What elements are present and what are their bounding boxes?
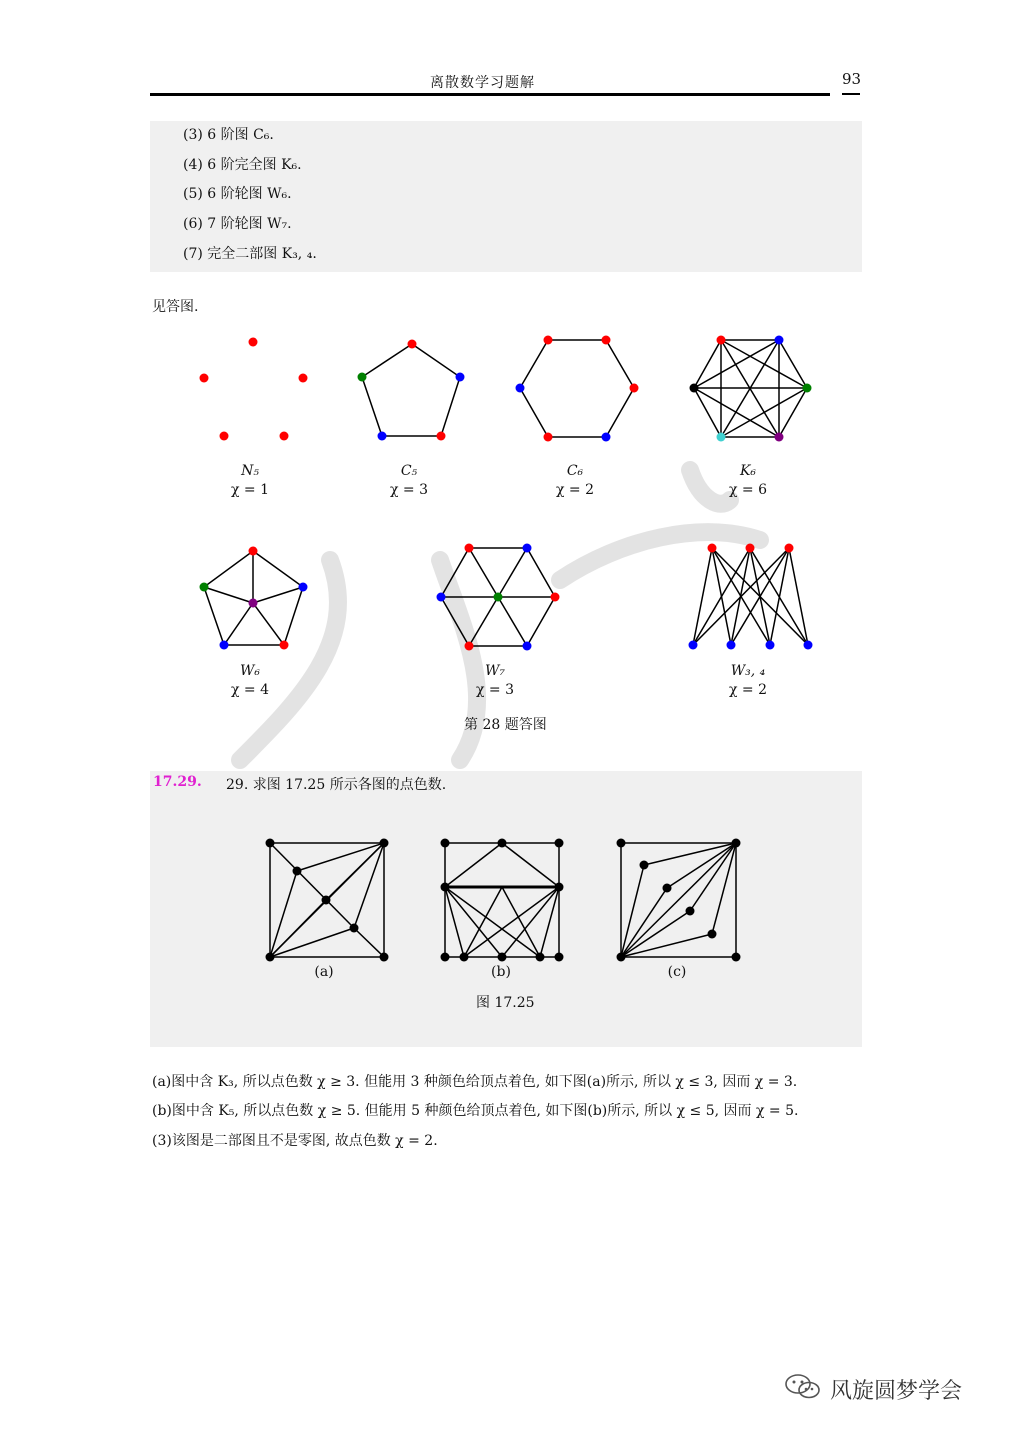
vertex xyxy=(689,641,698,650)
question-text: 29. 求图 17.25 所示各图的点色数. xyxy=(226,777,447,793)
vertex xyxy=(516,384,525,393)
vertex xyxy=(617,839,626,848)
vertex xyxy=(717,433,726,442)
graph-label-k6: K₆ χ = 6 xyxy=(728,463,768,498)
graph-c6 xyxy=(516,336,639,442)
vertex xyxy=(555,839,564,848)
vertex xyxy=(437,432,446,441)
vertex xyxy=(465,642,474,651)
vertex xyxy=(690,384,699,393)
vertex xyxy=(746,544,755,553)
graph-b xyxy=(441,839,564,962)
vertex xyxy=(460,953,469,962)
vertex xyxy=(220,641,229,650)
vertex xyxy=(380,839,389,848)
problem-item: (4) 6 阶完全图 K₆. xyxy=(183,157,302,173)
wechat-logo-icon xyxy=(784,1372,824,1402)
vertex xyxy=(322,896,331,905)
vertex xyxy=(498,953,507,962)
problem-item: (5) 6 阶轮图 W₆. xyxy=(183,186,292,202)
vertex xyxy=(785,544,794,553)
answer-c: (3)该图是二部图且不是零图, 故点色数 χ = 2. xyxy=(152,1133,438,1149)
vertex xyxy=(266,839,275,848)
vertex xyxy=(602,336,611,345)
vertex xyxy=(523,544,532,553)
answer-b: (b)图中含 K₅, 所以点色数 χ ≥ 5. 但能用 5 种颜色给顶点着色, 如下图(b)所示, 所以 χ ≤ 5, 因而 χ = 5. xyxy=(152,1103,799,1119)
sub-label-c: (c) xyxy=(667,964,687,980)
vertex xyxy=(523,642,532,651)
vertex xyxy=(498,839,507,848)
sub-label-a: (a) xyxy=(314,964,334,980)
vertex xyxy=(441,953,450,962)
graph-c xyxy=(617,839,741,962)
vertex xyxy=(630,384,639,393)
vertex xyxy=(200,374,209,383)
vertex xyxy=(280,432,289,441)
vertex xyxy=(266,953,275,962)
graph-label-c6: C₆ χ = 2 xyxy=(555,463,595,498)
graph-label-n5: N₅ χ = 1 xyxy=(230,463,270,498)
figure-name: 图 17.25 xyxy=(476,995,535,1011)
vertex xyxy=(456,373,465,382)
graph-w7 xyxy=(437,544,560,651)
vertex xyxy=(536,953,545,962)
vertex xyxy=(441,883,450,892)
vertex xyxy=(766,641,775,650)
answer-intro: 见答图. xyxy=(152,299,199,315)
graph-label-k34: W₃, ₄ χ = 2 xyxy=(728,663,768,698)
vertex xyxy=(804,641,813,650)
vertex xyxy=(544,336,553,345)
vertex xyxy=(200,583,209,592)
vertex xyxy=(717,336,726,345)
vertex xyxy=(602,433,611,442)
cycle-edges xyxy=(520,340,634,437)
vertex xyxy=(299,583,308,592)
vertex xyxy=(358,373,367,382)
graph-n5 xyxy=(200,338,308,441)
question-number: 17.29. xyxy=(153,774,202,790)
graph-k34 xyxy=(689,544,813,650)
vertex xyxy=(299,374,308,383)
vertex xyxy=(437,593,446,602)
vertex xyxy=(555,883,564,892)
vertex xyxy=(551,593,560,602)
vertex xyxy=(775,336,784,345)
vertex xyxy=(732,839,741,848)
graph-label-c5: C₅ χ = 3 xyxy=(389,463,429,498)
vertex xyxy=(803,384,812,393)
vertex xyxy=(708,930,717,939)
vertex xyxy=(727,641,736,650)
vertex xyxy=(280,641,289,650)
vertex xyxy=(732,953,741,962)
vertex xyxy=(249,338,258,347)
cycle-edges xyxy=(362,344,460,436)
graph-k6 xyxy=(690,336,812,442)
vertex xyxy=(378,432,387,441)
problem-item: (6) 7 阶轮图 W₇. xyxy=(183,216,292,232)
vertex xyxy=(441,839,450,848)
graph-c5 xyxy=(358,340,465,441)
vertex xyxy=(249,599,258,608)
graph-a xyxy=(266,839,389,962)
graph-label-w6: W₆ χ = 4 xyxy=(230,663,270,698)
vertex xyxy=(465,544,474,553)
vertex xyxy=(380,953,389,962)
vertex xyxy=(663,884,672,893)
header-title: 离散数学习题解 xyxy=(430,75,535,91)
vertex xyxy=(708,544,717,553)
vertex xyxy=(408,340,417,349)
footer-logo-text: 风旋圆梦学会 xyxy=(830,1379,963,1404)
vertex xyxy=(494,593,503,602)
sub-label-b: (b) xyxy=(491,964,511,980)
page-number: 93 xyxy=(842,70,862,88)
vertex xyxy=(249,547,258,556)
vertex xyxy=(555,953,564,962)
graph-w6 xyxy=(200,547,308,650)
figure-caption: 第 28 题答图 xyxy=(464,717,547,733)
vertex xyxy=(544,433,553,442)
vertex xyxy=(617,953,626,962)
vertex xyxy=(220,432,229,441)
vertex xyxy=(293,867,302,876)
vertex xyxy=(640,861,649,870)
vertex xyxy=(350,924,359,933)
vertex xyxy=(686,907,695,916)
question-box xyxy=(150,771,862,1047)
problem-item: (7) 完全二部图 K₃, ₄. xyxy=(183,246,317,262)
graph-label-w7: W₇ χ = 3 xyxy=(475,663,515,698)
problem-item: (3) 6 阶图 C₆. xyxy=(183,127,274,143)
vertex xyxy=(775,433,784,442)
answer-a: (a)图中含 K₃, 所以点色数 χ ≥ 3. 但能用 3 种颜色给顶点着色, 如下图(a)所示, 所以 χ ≤ 3, 因而 χ = 3. xyxy=(152,1074,798,1090)
